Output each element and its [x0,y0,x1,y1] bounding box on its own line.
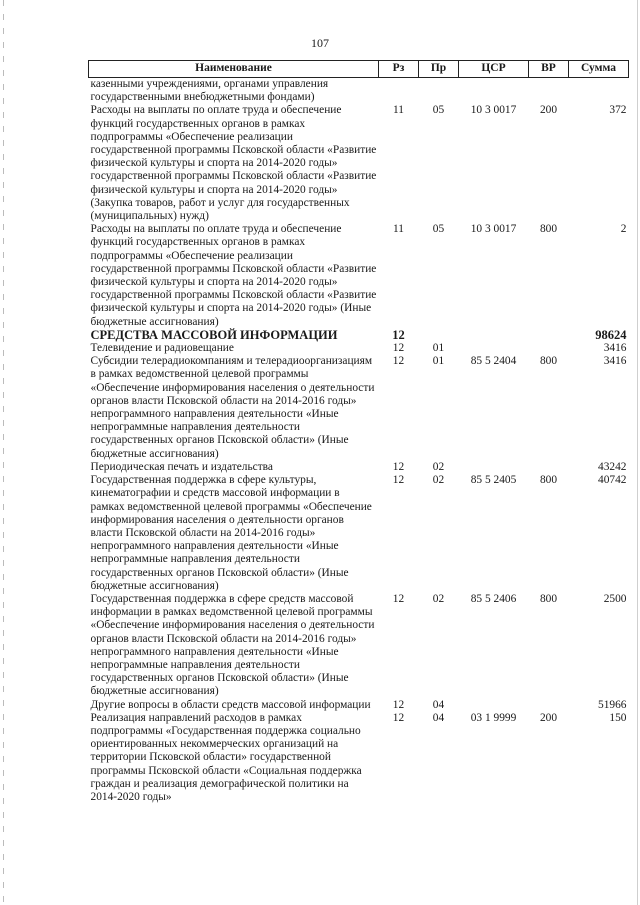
cell-csr [459,461,529,474]
cell-rz: 12 [392,342,405,355]
cell-name: Государственная поддержка в сфере средств массовой информации в рамках ведомственной целевой программы «Обеспечение информирования населения о деятельности органов власти Псковской области на 2014-2016 годы» непрограммного направления деятельности «Иные непрограммные направления деятельности государственных органов Псковской области» (Иные бюджетные ассигнования) [90,592,375,698]
cell-rz: 12 [392,474,405,487]
cell-vr [529,342,569,355]
cell-vr [529,461,569,474]
cell-csr [459,342,529,355]
header-pr: Пр [419,61,459,78]
cell-pr: 01 [432,355,445,368]
cell-vr [529,329,569,342]
table-row [89,461,629,474]
cell-csr: 10 3 0017 [470,104,517,117]
cell-pr: 02 [432,474,445,487]
cell-sum: 40742 [598,474,627,487]
cell-rz: 12 [392,711,405,724]
cell-rz: 11 [393,104,404,117]
cell-name: Государственная поддержка в сфере культуры, кинематографии и средств массовой информации в рамках ведомственной целевой программы «Обеспечение информирования населения о деятельности органов власти Псковской области на 2014-2016 годы» непрограммного направления деятельности «Иные непрограммные направления деятельности государственных органов Псковской области» (Иные бюджетные ассигнования) [90,474,372,592]
table-body [89,78,629,805]
cell-vr: 800 [539,592,558,605]
cell-csr: 03 1 9999 [470,711,517,724]
table-row [89,104,629,223]
cell-sum: 98624 [595,327,627,342]
cell-pr: 02 [432,460,445,473]
cell-csr: 85 5 2404 [470,355,517,368]
cell-pr [419,329,459,342]
cell-name: Периодическая печать и издательства [90,460,273,473]
cell-sum: 150 [609,711,627,724]
table-row [89,474,629,593]
page-number: 107 [311,36,329,50]
cell-vr: 800 [539,223,558,236]
cell-sum: 2500 [603,592,627,605]
cell-pr: 02 [432,592,445,605]
cell-name: Субсидии телерадиокомпаниям и телерадиоорганизациям в рамках ведомственной целевой программы «Обеспечение информирования населения о деятельности органов власти Псковской области на 2014-2016 годы» непрограммного направления деятельности «Иные непрограммные направления деятельности государственных органов Псковской области» (Иные бюджетные ассигнования) [90,355,375,460]
cell-rz: 12 [392,698,405,711]
table-row [89,329,629,342]
header-name: Наименование [89,61,379,78]
cell-pr: 04 [432,711,445,724]
cell-pr: 01 [432,342,445,355]
cell-rz [379,78,419,105]
table-row [89,223,629,329]
cell-csr [459,699,529,712]
cell-csr: 85 5 2406 [470,592,517,605]
cell-csr [459,78,529,105]
cell-rz: 12 [392,460,405,473]
cell-sum: 43242 [598,460,627,473]
cell-name: казенными учреждениями, органами управления государственными внебюджетными фондами) [90,78,329,104]
header-vr: ВР [529,61,569,78]
cell-name: Другие вопросы в области средств массовой информации [90,698,371,711]
cell-rz: 11 [393,223,404,236]
cell-rz: 12 [392,592,405,605]
scan-left-edge [3,0,4,905]
table-row [89,342,629,355]
scan-right-edge [637,0,638,905]
cell-name: Расходы на выплаты по оплате труда и обеспечение функций государственных органов в рамках подпрограммы «Обеспечение реализации государственной программы Псковской области «Развитие физической культуры и спорта на 2014-2020 годы» государственной программы Псковской области «Развитие физической культуры и спорта на 2014-2020 годы» (Иные бюджетные ассигнования) [90,223,377,328]
table-row [89,355,629,461]
cell-rz: 12 [392,355,405,368]
cell-sum: 3416 [603,342,627,355]
table-row [89,712,629,804]
cell-vr: 800 [539,474,558,487]
cell-sum [569,78,629,105]
table-row [89,78,629,105]
cell-pr: 04 [432,698,445,711]
header-rz: Рз [379,61,419,78]
cell-vr [529,699,569,712]
cell-sum: 51966 [598,698,627,711]
cell-name: СРЕДСТВА МАССОВОЙ ИНФОРМАЦИИ [90,327,338,342]
budget-table [88,60,629,804]
cell-pr: 05 [432,223,445,236]
cell-sum: 372 [609,104,627,117]
cell-vr: 800 [539,355,558,368]
cell-pr: 05 [432,104,445,117]
cell-sum: 2 [620,223,627,236]
cell-csr: 85 5 2405 [470,474,517,487]
cell-vr: 200 [539,711,558,724]
cell-csr [459,329,529,342]
cell-vr [529,78,569,105]
table-row [89,699,629,712]
header-csr: ЦСР [459,61,529,78]
cell-csr: 10 3 0017 [470,223,517,236]
cell-name: Телевидение и радиовещание [90,342,234,355]
cell-name: Реализация направлений расходов в рамках подпрограммы «Государственная поддержка социально ориентированных некоммерческих организаций на территории Псковской области» государственной программы Псковской области «Социальная поддержка граждан и реализация демографической политики на 2014-2020 годы» [90,711,362,803]
cell-pr [419,78,459,105]
table-header-row [89,61,629,78]
cell-sum: 3416 [603,355,627,368]
table-row [89,593,629,699]
header-sum: Сумма [569,61,629,78]
cell-name: Расходы на выплаты по оплате труда и обеспечение функций государственных органов в рамках подпрограммы «Обеспечение реализации государственной программы Псковской области «Развитие физической культуры и спорта на 2014-2020 годы» государственной программы Псковской области «Развитие физической культуры и спорта на 2014-2020 годы» (Закупка товаров, работ и услуг для государственных (муниципальных) нужд) [90,104,377,223]
cell-rz: 12 [392,327,405,342]
cell-vr: 200 [539,104,558,117]
